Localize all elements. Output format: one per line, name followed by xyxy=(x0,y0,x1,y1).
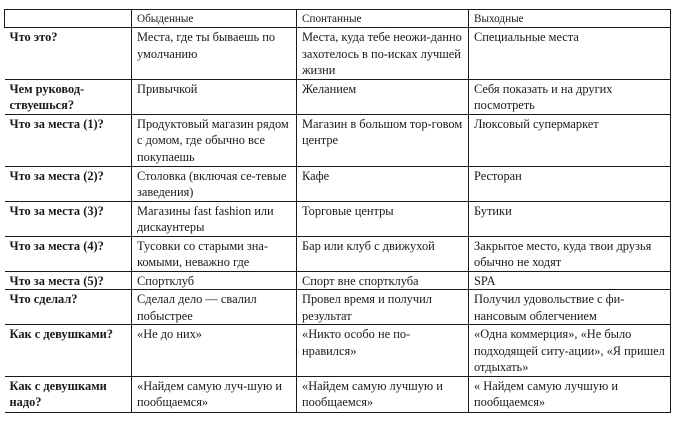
row-label: Что за места (4)? xyxy=(5,236,132,271)
table-cell: «Найдем самую лучшую и пообщаемся» xyxy=(297,376,469,412)
row-label: Чем руковод-ствуешься? xyxy=(5,79,132,114)
table-row xyxy=(5,376,671,412)
table-cell: Желанием xyxy=(297,79,469,114)
header-row xyxy=(5,10,671,28)
table-cell: «Найдем самую луч-шую и пообщаемся» xyxy=(132,376,297,412)
table-row xyxy=(5,166,671,201)
row-label: Что это? xyxy=(5,28,132,80)
table-cell: Получил удовольствие с фи-нансовым облегчением xyxy=(469,290,671,325)
table-cell: Бутики xyxy=(469,201,671,236)
table-row xyxy=(5,114,671,166)
row-label: Что за места (3)? xyxy=(5,201,132,236)
table-cell: Привычкой xyxy=(132,79,297,114)
table-row xyxy=(5,28,671,80)
table-cell: Торговые центры xyxy=(297,201,469,236)
table-row xyxy=(5,290,671,325)
header-cell-empty xyxy=(5,10,132,28)
table-cell: «Никто особо не по-нравился» xyxy=(297,325,469,377)
table-row xyxy=(5,271,671,290)
table-row xyxy=(5,325,671,377)
header-cell-spontaneous: Спонтанные xyxy=(297,10,469,28)
table-cell: Кафе xyxy=(297,166,469,201)
row-label: Как с девушками? xyxy=(5,325,132,377)
row-label: Как с девушками надо? xyxy=(5,376,132,412)
table-cell: Люксовый супермаркет xyxy=(469,114,671,166)
table-cell: « Найдем самую лучшую и пообщаемся» xyxy=(469,376,671,412)
table-cell: «Одна коммерция», «Не было подходящей ситу-ации», «Я пришел отдыхать» xyxy=(469,325,671,377)
table-row xyxy=(5,201,671,236)
table-cell: Продуктовый магазин рядом с домом, где обычно все покупаешь xyxy=(132,114,297,166)
row-label: Что за места (1)? xyxy=(5,114,132,166)
table-cell: Места, куда тебе неожи-данно захотелось в по-исках лучшей жизни xyxy=(297,28,469,80)
table-cell: Спорт вне спортклуба xyxy=(297,271,469,290)
table-cell: Тусовки со старыми зна-комыми, неважно где xyxy=(132,236,297,271)
table-cell: «Не до них» xyxy=(132,325,297,377)
header-cell-everyday: Обыденные xyxy=(132,10,297,28)
table-cell: Специальные места xyxy=(469,28,671,80)
row-label: Что сделал? xyxy=(5,290,132,325)
table-cell: Провел время и получил результат xyxy=(297,290,469,325)
table-cell: Магазин в большом тор-говом центре xyxy=(297,114,469,166)
table-cell: Спортклуб xyxy=(132,271,297,290)
table-cell: Столовка (включая се-тевые заведения) xyxy=(132,166,297,201)
table-cell: Себя показать и на других посмотреть xyxy=(469,79,671,114)
table-cell: Бар или клуб с движухой xyxy=(297,236,469,271)
row-label: Что за места (2)? xyxy=(5,166,132,201)
table-cell: SPA xyxy=(469,271,671,290)
table-cell: Магазины fast fashion или дискаунтеры xyxy=(132,201,297,236)
table-cell: Закрытое место, куда твои друзья обычно не ходят xyxy=(469,236,671,271)
table-row xyxy=(5,79,671,114)
table-cell: Ресторан xyxy=(469,166,671,201)
header-cell-weekend: Выходные xyxy=(469,10,671,28)
comparison-table xyxy=(4,9,671,413)
table-cell: Сделал дело — свалил побыстрее xyxy=(132,290,297,325)
table-row xyxy=(5,236,671,271)
row-label: Что за места (5)? xyxy=(5,271,132,290)
table-cell: Места, где ты бываешь по умолчанию xyxy=(132,28,297,80)
